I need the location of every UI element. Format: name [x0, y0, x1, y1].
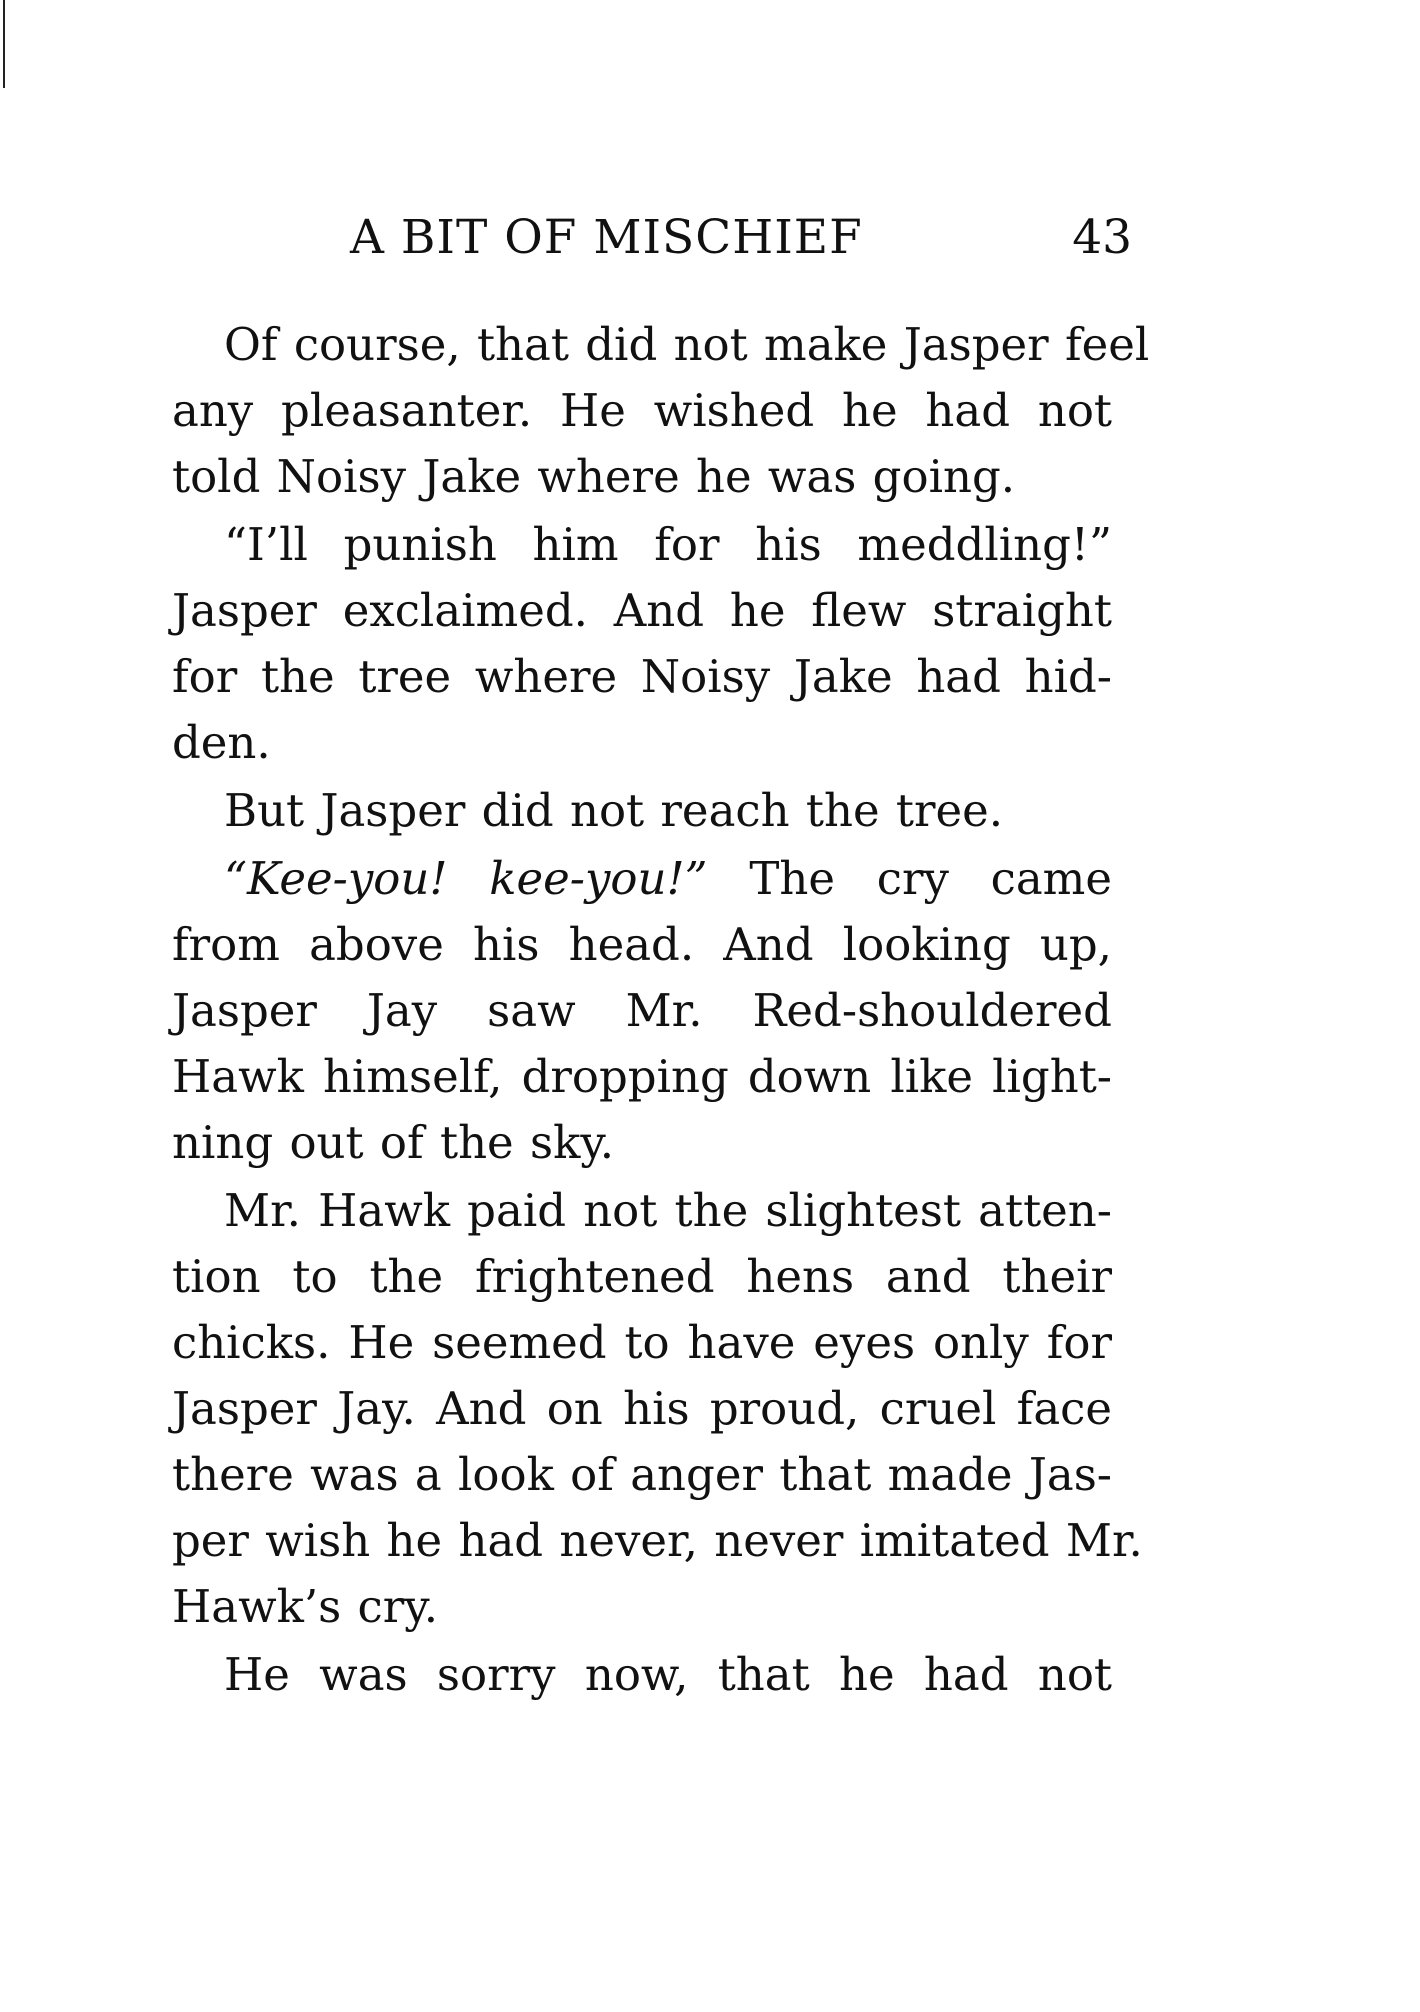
- text-line: Jasper exclaimed. And he flew straight: [172, 584, 1112, 637]
- running-title: A BIT OF MISCHIEF: [350, 210, 863, 265]
- text-line: Jasper Jay. And on his proud, cruel face: [172, 1382, 1112, 1435]
- body-text: [172, 312, 1150, 1708]
- text-span: The cry came: [749, 852, 1112, 905]
- margin-rule: [3, 0, 5, 88]
- text-line: Hawk himself, dropping down like light-: [172, 1050, 1112, 1103]
- italic-cry: “Kee-you! kee-you!”: [224, 852, 708, 905]
- text-line: there was a look of anger that made Jas-: [172, 1448, 1112, 1501]
- text-line: tion to the frightened hens and their: [172, 1250, 1112, 1303]
- text-line: But Jasper did not reach the tree.: [224, 784, 1004, 837]
- text-line: Of course, that did not make Jasper feel: [224, 318, 1150, 371]
- page-header: [350, 210, 1132, 280]
- text-line: chicks. He seemed to have eyes only for: [172, 1316, 1112, 1369]
- text-line: per wish he had never, never imitated Mr.: [172, 1514, 1143, 1567]
- text-line: den.: [172, 716, 271, 769]
- text-line: He was sorry now, that he had not: [224, 1648, 1112, 1701]
- text-line: any pleasanter. He wished he had not: [172, 384, 1112, 437]
- text-line-mixed: [172, 846, 1112, 912]
- text-line: Jasper Jay saw Mr. Red-shouldered: [172, 984, 1112, 1037]
- text-line: from above his head. And looking up,: [172, 918, 1112, 971]
- text-line: “I’ll punish him for his meddling!”: [224, 518, 1112, 571]
- text-line: Hawk’s cry.: [172, 1580, 439, 1633]
- text-line: ning out of the sky.: [172, 1116, 615, 1169]
- text-line: Mr. Hawk paid not the slightest atten-: [224, 1184, 1112, 1237]
- text-line: for the tree where Noisy Jake had hid-: [172, 650, 1112, 703]
- text-line: told Noisy Jake where he was going.: [172, 450, 1016, 503]
- page-number: 43: [1072, 210, 1132, 265]
